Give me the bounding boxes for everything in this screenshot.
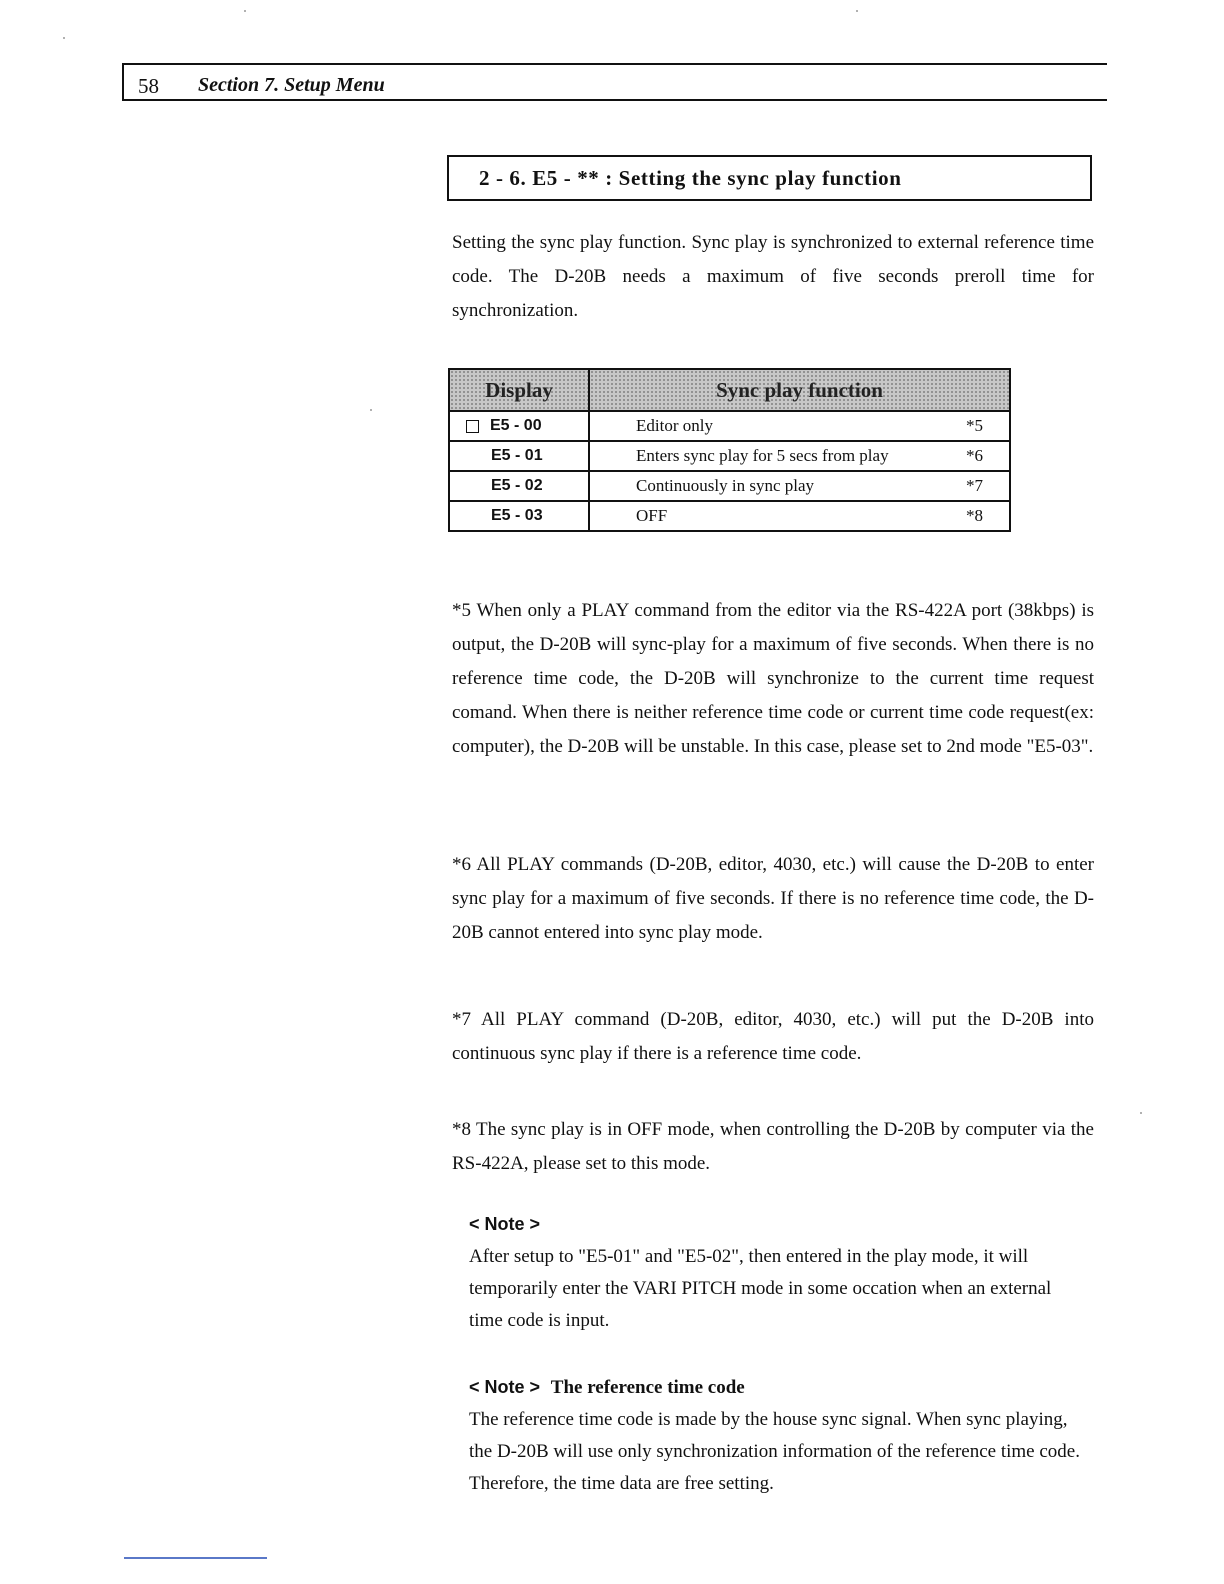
display-code: E5 - 03	[491, 507, 543, 524]
table-row	[449, 411, 1010, 441]
function-text: Enters sync play for 5 secs from play	[636, 446, 889, 465]
footnote-8: *8 The sync play is in OFF mode, when controlling the D-20B by computer via the RS-422A, please set to this mode.	[452, 1119, 1094, 1174]
sync-function-table	[448, 368, 1011, 532]
note-label: < Note >	[469, 1214, 541, 1234]
table-row	[449, 441, 1010, 471]
header-display: Display	[449, 369, 589, 411]
footnote-ref: *8	[966, 506, 983, 525]
note-text: After setup to "E5-01" and "E5-02", then entered in the play mode, it will temporarily enter the VARI PITCH mode in some occation when an external time code is input.	[469, 1246, 1052, 1331]
display-code: E5 - 02	[491, 477, 543, 494]
table-header-row	[449, 369, 1010, 411]
scan-speck	[244, 10, 246, 12]
table-row	[449, 501, 1010, 531]
note-label: < Note >	[469, 1377, 541, 1397]
note-text: The reference time code is made by the house sync signal. When sync playing, the D-20B will use only synchronization information of the reference time code. Therefore, the time data are free setting.	[469, 1409, 1080, 1494]
page-number: 58	[138, 74, 159, 98]
footer-rule	[124, 1557, 267, 1559]
intro-paragraph: Setting the sync play function. Sync play is synchronized to external reference time code. The D-20B needs a maximum of five seconds preroll time for synchronization.	[452, 232, 1094, 321]
footnote-6: *6 All PLAY commands (D-20B, editor, 4030, etc.) will cause the D-20B to enter sync play for a maximum of five seconds. If there is no reference time code, the D-20B cannot entered into sync play mode.	[452, 854, 1094, 943]
note-title: The reference time code	[550, 1377, 745, 1398]
display-code: E5 - 01	[491, 447, 543, 464]
default-checkbox-icon	[466, 420, 479, 433]
scan-speck	[1140, 1112, 1142, 1114]
scan-speck	[63, 37, 65, 39]
function-text: OFF	[636, 506, 668, 525]
note-block-vari-pitch	[469, 1208, 1089, 1337]
header-sync-function: Sync play function	[589, 369, 1010, 411]
section-heading: 2 - 6. E5 - ** : Setting the sync play function	[447, 155, 1092, 201]
footnote-ref: *6	[966, 446, 983, 465]
display-code: E5 - 00	[490, 417, 542, 434]
footnote-5: *5 When only a PLAY command from the editor via the RS-422A port (38kbps) is output, the D-20B will sync-play for a maximum of five seconds. When there is no reference time code, the D-20B will synchronize to the current time request comand. When there is neither reference time code or current time code request(ex: computer), the D-20B will be unstable. In this case, please set to 2nd mode "E5-03".	[452, 600, 1094, 757]
function-text: Continuously in sync play	[636, 476, 815, 495]
footnote-ref: *7	[966, 476, 983, 495]
note-block-reference-time-code	[469, 1371, 1089, 1500]
footnote-ref: *5	[966, 416, 983, 435]
function-text: Editor only	[636, 416, 713, 435]
footnote-7: *7 All PLAY command (D-20B, editor, 4030, etc.) will put the D-20B into continuous sync play if there is a reference time code.	[452, 1009, 1094, 1064]
table-row	[449, 471, 1010, 501]
scan-speck	[856, 10, 858, 12]
scan-speck	[370, 409, 372, 411]
section-title: Section 7. Setup Menu	[198, 74, 385, 96]
